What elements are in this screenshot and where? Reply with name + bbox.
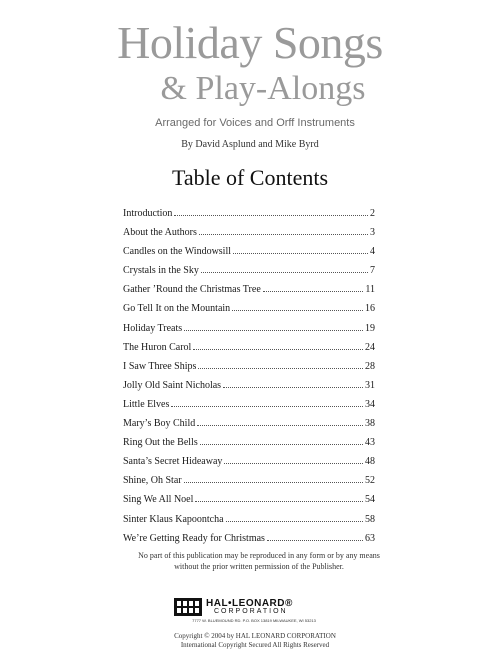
- toc-entry-title: Holiday Treats: [123, 322, 183, 334]
- dot-leader: [233, 252, 368, 254]
- toc-entry-title: Gather ’Round the Christmas Tree: [123, 284, 261, 296]
- toc-entry: [123, 475, 375, 494]
- toc-entry-title: Sing We All Noel: [123, 494, 194, 506]
- toc-entry-page: 31: [365, 379, 375, 391]
- notice-line1: No part of this publication may be reproduced in any form or by any means: [138, 551, 380, 560]
- toc-entry-title: Crystals in the Sky: [123, 265, 199, 277]
- toc-entry-title: Candles on the Windowsill: [123, 246, 232, 258]
- hal-leonard-logo-icon: [174, 598, 202, 616]
- toc-entry-title: Sinter Klaus Kapoontcha: [123, 513, 224, 525]
- toc-entry-page: 48: [365, 456, 375, 468]
- toc-entry: [123, 418, 375, 437]
- toc-entry-page: 19: [365, 322, 375, 334]
- toc-entry: [123, 208, 375, 227]
- toc-entry-title: Jolly Old Saint Nicholas: [123, 379, 222, 391]
- notice-line2: without the prior written permission of the Publisher.: [174, 562, 344, 571]
- toc-entry-page: 38: [365, 418, 375, 430]
- toc-entry-page: 54: [365, 494, 375, 506]
- toc-entry: [123, 303, 375, 322]
- toc-entry-title: Santa’s Secret Hideaway: [123, 456, 223, 468]
- toc-entry-title: We’re Getting Ready for Christmas: [123, 532, 265, 544]
- dot-leader: [171, 405, 363, 407]
- dot-leader: [195, 500, 363, 502]
- toc-entry: [123, 399, 375, 418]
- toc-entry-title: Mary’s Boy Child: [123, 418, 196, 430]
- subtitle: Arranged for Voices and Orff Instruments: [155, 117, 355, 129]
- dot-leader: [200, 443, 363, 445]
- toc-entry: [123, 284, 375, 303]
- toc-entry-page: 63: [365, 532, 375, 544]
- dot-leader: [226, 520, 363, 522]
- toc-entry: [123, 380, 375, 399]
- toc-entry-page: 2: [370, 208, 375, 219]
- dot-leader: [201, 271, 368, 273]
- toc-entry: [123, 227, 375, 246]
- toc-entry-page: 3: [370, 227, 375, 239]
- toc-entry-title: About the Authors: [123, 227, 197, 239]
- dot-leader: [198, 367, 363, 369]
- publisher-address: 7777 W. BLUEMOUND RD. P.O. BOX 13819 MILWAUKEE, WI 53213: [192, 618, 316, 623]
- toc-entry-page: 7: [370, 265, 375, 277]
- toc-entry-title: Go Tell It on the Mountain: [123, 303, 231, 315]
- toc-entry-page: 58: [365, 513, 375, 525]
- toc-entry-page: 43: [365, 437, 375, 449]
- publisher-logo: [174, 598, 334, 624]
- toc-list: [123, 208, 375, 552]
- dot-leader: [184, 329, 363, 331]
- dot-leader: [224, 462, 363, 464]
- toc-entry: [123, 533, 375, 552]
- toc-entry-page: 52: [365, 475, 375, 487]
- copyright-notice: [0, 550, 500, 572]
- logo-corporation: CORPORATION: [214, 608, 288, 615]
- toc-entry-page: 4: [370, 246, 375, 258]
- toc-entry: [123, 323, 375, 342]
- dot-leader: [199, 233, 368, 235]
- toc-entry: [123, 246, 375, 265]
- toc-entry-page: 28: [365, 360, 375, 372]
- toc-entry: [123, 437, 375, 456]
- toc-entry-title: Ring Out the Bells: [123, 437, 198, 449]
- copyright-line1: Copyright © 2004 by HAL LEONARD CORPORATION: [174, 632, 336, 640]
- toc-entry: [123, 361, 375, 380]
- toc-heading: Table of Contents: [171, 165, 329, 190]
- copyright-line2: International Copyright Secured All Rights Reserved: [180, 641, 330, 649]
- dot-leader: [267, 539, 363, 541]
- logo-name: HAL•LEONARD®: [206, 598, 293, 609]
- book-title-line1: Holiday Songs: [117, 17, 383, 68]
- toc-entry-page: 34: [365, 398, 375, 410]
- dot-leader: [193, 348, 363, 350]
- toc-entry-title: I Saw Three Ships: [123, 360, 197, 372]
- byline: By David Asplund and Mike Byrd: [181, 139, 319, 150]
- toc-entry-page: 11: [365, 284, 375, 296]
- toc-entry: [123, 342, 375, 361]
- toc-entry-title: Little Elves: [123, 398, 170, 410]
- dot-leader: [232, 309, 363, 311]
- toc-entry-title: The Huron Carol: [123, 341, 192, 353]
- dot-leader: [197, 424, 363, 426]
- toc-entry-title: Introduction: [123, 208, 173, 219]
- copyright: [0, 632, 500, 650]
- toc-entry: [123, 456, 375, 475]
- toc-entry-page: 16: [365, 303, 375, 315]
- toc-entry: [123, 514, 375, 533]
- toc-entry: [123, 265, 375, 284]
- book-title-line2: & Play-Alongs: [160, 70, 366, 107]
- toc-entry: [123, 494, 375, 513]
- toc-entry-title: Shine, Oh Star: [123, 475, 182, 487]
- dot-leader: [263, 290, 364, 292]
- dot-leader: [223, 386, 363, 388]
- dot-leader: [184, 481, 363, 483]
- toc-entry-page: 24: [365, 341, 375, 353]
- dot-leader: [174, 214, 368, 216]
